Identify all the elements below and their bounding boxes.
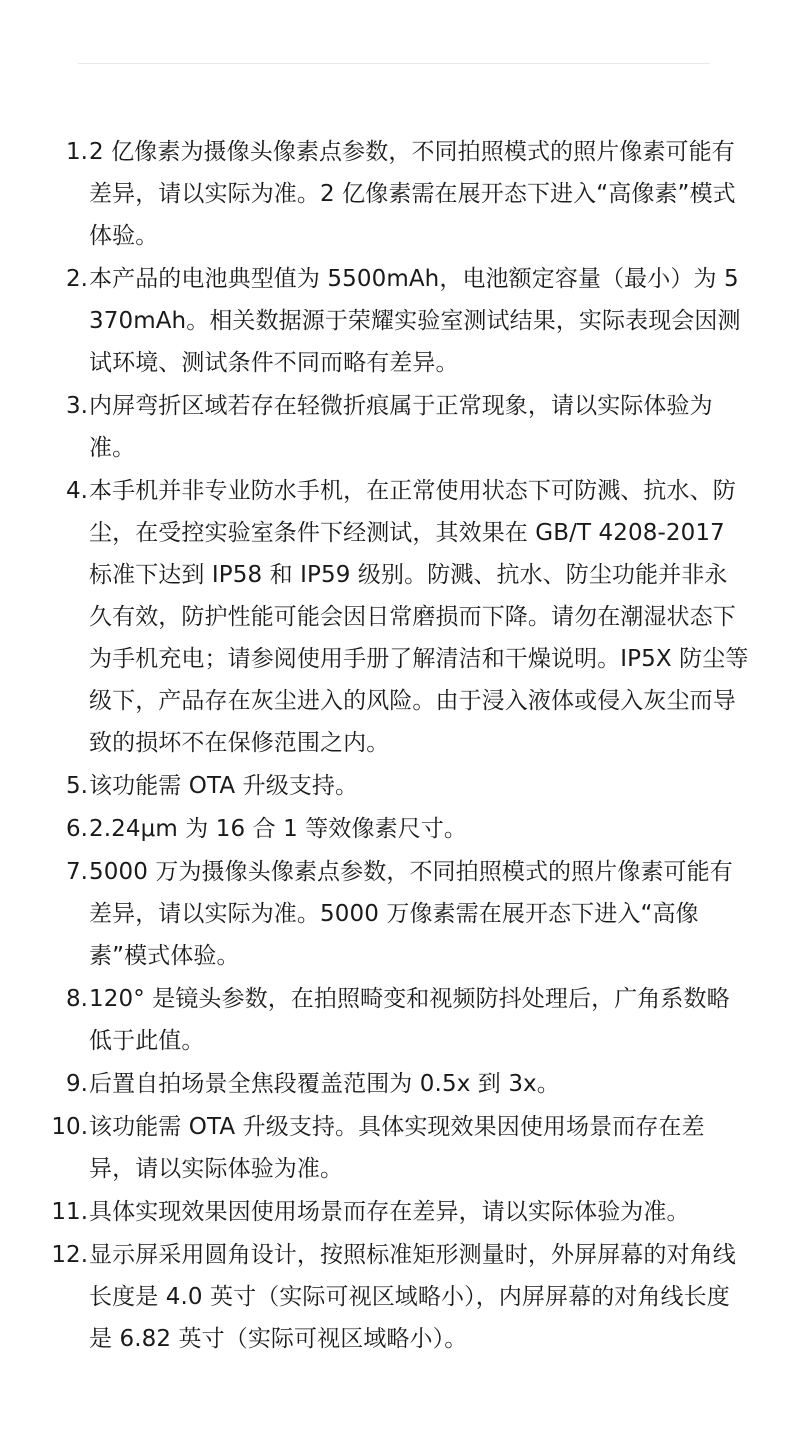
- footnote-number: 1.: [66, 139, 88, 165]
- footnote-text: 120° 是镜头参数，在拍照畸变和视频防抖处理后，广角系数略低于此值。: [89, 986, 730, 1054]
- footnote-text: 显示屏采用圆角设计，按照标准矩形测量时，外屏屏幕的对角线长度是 4.0 英寸（实际可视区域略小），内屏屏幕的对角线长度是 6.82 英寸（实际可视区域略小）。: [89, 1242, 736, 1352]
- footnote-item-4: [0, 470, 790, 764]
- footnote-item-2: [0, 258, 790, 384]
- footnote-text: 本手机并非专业防水手机，在正常使用状态下可防溅、抗水、防尘，在受控实验室条件下经测试，其效果在 GB/T 4208-2017 标准下达到 IP58 和 IP59 级别。防溅、抗水、防尘功能并非永久有效，防护性能可能会因日常磨损而下降。请勿在潮湿状态下为手机充电；请参阅使用手册了解清洁和干燥说明。IP5X 防尘等级下，产品存在灰尘进入的风险。由于浸入液体或侵入灰尘而导致的损坏不在保修范围之内。: [89, 478, 749, 756]
- footnote-item-6: [0, 808, 790, 850]
- footnote-number: 3.: [66, 393, 88, 419]
- footnote-number: 10.: [51, 1114, 88, 1140]
- footnote-item-5: [0, 765, 790, 807]
- footnote-text: 具体实现效果因使用场景而存在差异，请以实际体验为准。: [89, 1199, 690, 1225]
- footnote-text: 本产品的电池典型值为 5500mAh，电池额定容量（最小）为 5370mAh。相关数据源于荣耀实验室测试结果，实际表现会因测试环境、测试条件不同而略有差异。: [89, 266, 741, 376]
- footnote-number: 8.: [66, 986, 88, 1012]
- footnote-text: 内屏弯折区域若存在轻微折痕属于正常现象，请以实际体验为准。: [89, 393, 713, 461]
- footnote-text: 后置自拍场景全焦段覆盖范围为 0.5x 到 3x。: [89, 1071, 560, 1097]
- footnote-item-3: [0, 385, 790, 469]
- footnote-item-9: [0, 1063, 790, 1105]
- footnote-item-1: [0, 131, 790, 257]
- footnote-item-8: [0, 978, 790, 1062]
- footnote-number: 7.: [66, 859, 88, 885]
- footnote-number: 12.: [51, 1242, 88, 1268]
- footnote-list: [0, 131, 790, 1361]
- footnote-item-12: [0, 1234, 790, 1360]
- footnote-number: 5.: [66, 773, 88, 799]
- footnote-item-7: [0, 851, 790, 977]
- footnote-number: 2.: [66, 266, 88, 292]
- footnote-number: 4.: [66, 478, 88, 504]
- footnote-text: 5000 万为摄像头像素点参数，不同拍照模式的照片像素可能有差异，请以实际为准。5000 万像素需在展开态下进入“高像素”模式体验。: [89, 859, 733, 969]
- footnote-number: 11.: [51, 1199, 88, 1225]
- footnote-item-11: [0, 1191, 790, 1233]
- footnote-text: 2.24μm 为 16 合 1 等效像素尺寸。: [89, 816, 468, 842]
- footnote-text: 该功能需 OTA 升级支持。具体实现效果因使用场景而存在差异，请以实际体验为准。: [89, 1114, 705, 1182]
- footnote-number: 9.: [66, 1071, 88, 1097]
- footnote-number: 6.: [66, 816, 88, 842]
- footnote-item-10: [0, 1106, 790, 1190]
- top-divider: [78, 63, 710, 64]
- footnote-text: 该功能需 OTA 升级支持。: [89, 773, 359, 799]
- footnote-text: 2 亿像素为摄像头像素点参数，不同拍照模式的照片像素可能有差异，请以实际为准。2 亿像素需在展开态下进入“高像素”模式体验。: [89, 139, 736, 249]
